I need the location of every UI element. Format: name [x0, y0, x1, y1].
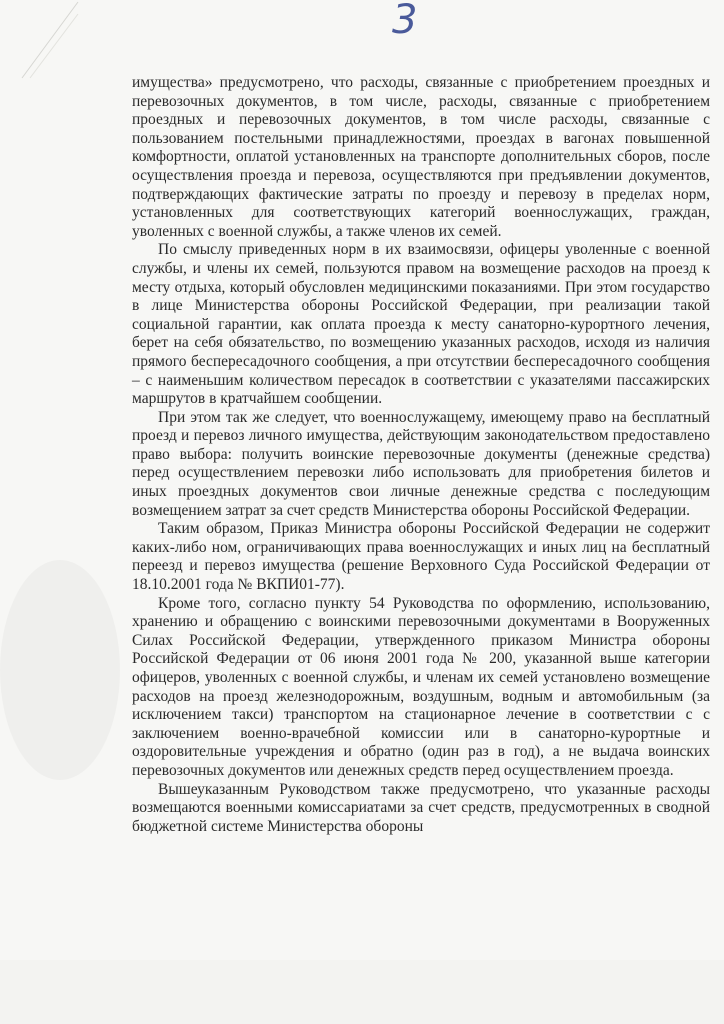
paragraph-3: При этом так же следует, что военнослужащему, имеющему право на бесплатный проезд и перевоз личного имущества, действующим законодательством предоставлено право выбора: получить воинские перевозочные документы (денежные средства) перед осуществлением перевозки либо использовать для приобретения билетов и иных проездных документов свои личные денежные средства с последующим возмещением затрат за счет средств Министерства обороны Российской Федерации. [132, 408, 710, 519]
paragraph-4: Таким образом, Приказ Министра обороны Российской Федерации не содержит каких-либо ном, ограничивающих права военнослужащих и иных лиц на бесплатный переезд и перевоз имущества (решение Верховного Суда Российской Федерации от 18.10.2001 года № ВКПИ01-77). [132, 520, 710, 594]
paragraph-1: имущества» предусмотрено, что расходы, связанные с приобретением проездных и перевозочных документов, в том числе, расходы, связанные с приобретением проездных и перевозочных документов, в том числе расходы, связанные с пользованием постельными принадлежностями, проездах в вагонах повышенной комфортности, оплатой установленных на транспорте дополнительных сборов, после осуществления проезда и перевоза, осуществляются при предъявлении документов, подтверждающих фактические затраты по проезду и перевозу в пределах норм, установленных для соответствующих категорий военнослужащих, граждан, уволенных с военной службы, а также членов их семей. [132, 74, 710, 240]
scan-crease-mark [20, 0, 80, 80]
paragraph-5: Кроме того, согласно пункту 54 Руководства по оформлению, использованию, хранению и обращению с воинскими перевозочными документами в Вооруженных Силах Российской Федерации, утвержденного приказом Министра обороны Российской Федерации от 06 июня 2001 года № 200, указанной выше категории офицеров, уволенных с военной службы, и членам их семей установлено возмещение расходов на проезд железнодорожным, воздушным, водным и автомобильным (за исключением такси) транспортом на стационарное лечение в соответствии с с заключением военно-врачебной комиссии или в санаторно-курортные и оздоровительные учреждения и обратно (один раз в год), а не выдача воинских перевозочных документов или денежных средств перед осуществлением проезда. [132, 594, 710, 779]
scan-smudge [0, 960, 724, 1024]
scan-smudge [0, 560, 120, 780]
paragraph-6: Вышеуказанным Руководством также предусмотрено, что указанные расходы возмещаются военными комиссариатами за счет средств, предусмотренных в сводной бюджетной системе Министерства обороны [132, 780, 710, 835]
handwritten-page-number: 3 [392, 0, 418, 43]
paragraph-2: По смыслу приведенных норм в их взаимосвязи, офицеры уволенные с военной службы, и члены их семей, пользуются правом на возмещение расходов на проезд к месту отдыха, который обусловлен медицинскими показаниями. При этом государство в лице Министерства обороны Российской Федерации, при реализации такой социальной гарантии, как оплата проезда к месту санаторно-курортного лечения, берет на себя обязательство, по возмещению указанных расходов, исходя из наличия прямого беспересадочного сообщения, а при отсутствии беспересадочного сообщения – с наименьшим количеством пересадок в соответствии с указателями пассажирских маршрутов в кратчайшем сообщении. [132, 241, 710, 408]
document-body [132, 74, 710, 836]
